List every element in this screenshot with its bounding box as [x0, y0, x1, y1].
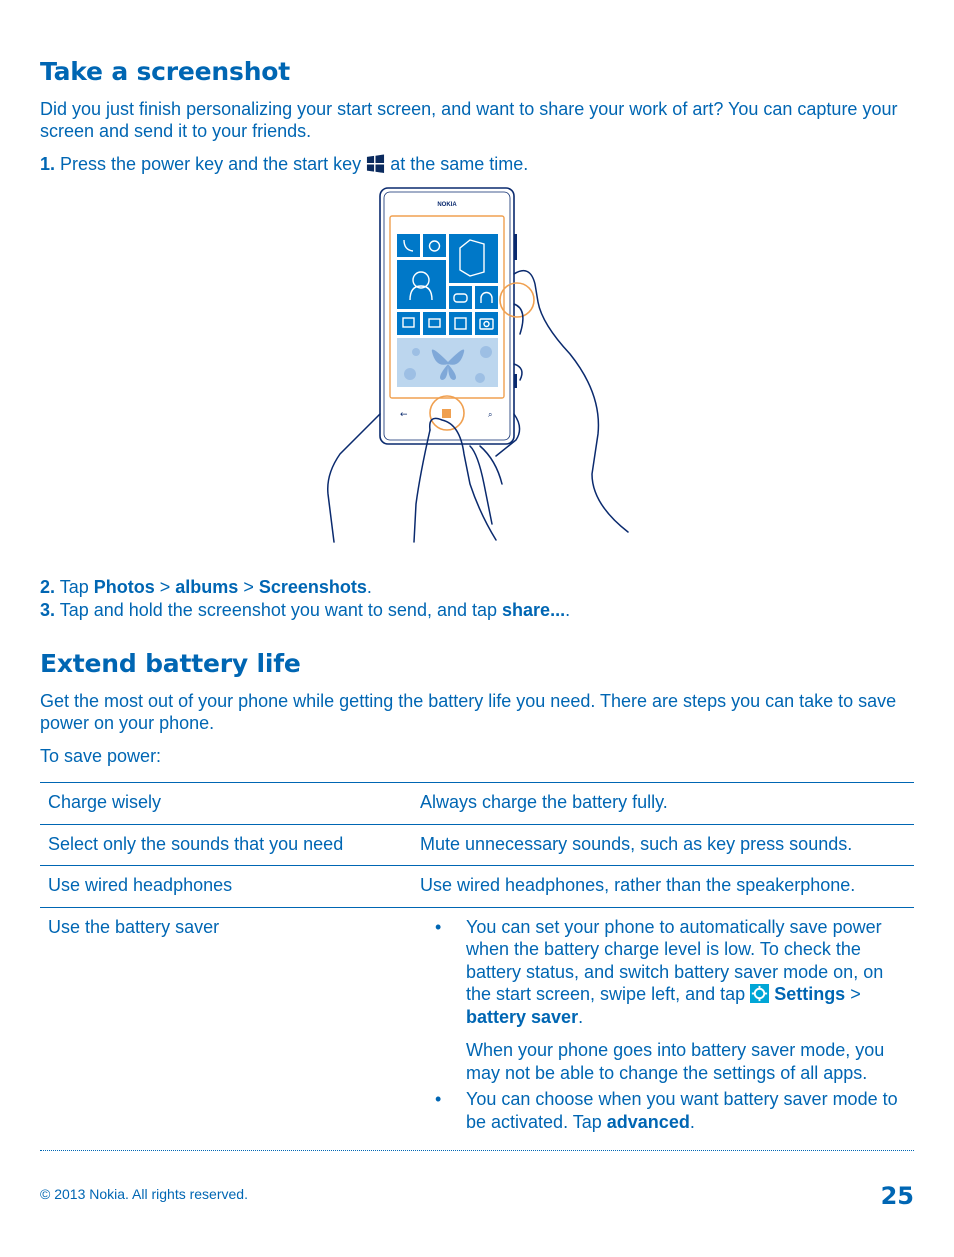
- share-link: share...: [502, 600, 566, 620]
- copyright: © 2013 Nokia. All rights reserved.: [40, 1186, 248, 1202]
- table-row: [40, 866, 914, 908]
- battery-saver-note: When your phone goes into battery saver mode, you may not be able to change the settings of all apps.: [466, 1040, 885, 1083]
- power-tips-table: [40, 782, 914, 1143]
- separator: >: [159, 577, 171, 597]
- separator: >: [850, 984, 861, 1004]
- table-row: [40, 783, 914, 825]
- tip-text: Mute unnecessary sounds, such as key press sounds.: [420, 833, 853, 854]
- step-1: [40, 153, 920, 175]
- footer-divider: [40, 1150, 914, 1151]
- page-number: 25: [880, 1182, 914, 1210]
- step-text-end: at the same time.: [390, 154, 529, 174]
- tip-label: Select only the sounds that you need: [48, 833, 344, 854]
- bullet-text: You can choose when you want battery saver mode to be activated. Tap: [466, 1089, 898, 1132]
- battery-saver-link: battery saver: [466, 1006, 579, 1027]
- phone-brand: NOKIA: [437, 202, 457, 208]
- period: .: [578, 1006, 584, 1027]
- step-text: Tap and hold the screenshot you want to send, and tap: [59, 600, 498, 620]
- tip-text: Always charge the battery fully.: [420, 792, 668, 812]
- section-title-battery: Extend battery life: [40, 649, 301, 678]
- bullet: •: [435, 916, 442, 937]
- svg-text:←: ←: [400, 410, 408, 420]
- battery-saver-list: [435, 916, 906, 1134]
- battery-lead: To save power:: [40, 746, 162, 766]
- section-title-screenshot: Take a screenshot: [40, 57, 291, 86]
- step-2: [40, 576, 920, 598]
- screenshots-link: Screenshots: [258, 577, 367, 597]
- screenshot-intro: Did you just finish personalizing your start screen, and want to share your work of art? You can capture your screen and send it to your friends.: [40, 99, 898, 141]
- settings-gear-icon: [750, 984, 769, 1003]
- period: .: [366, 577, 372, 597]
- tip-label: Use wired headphones: [48, 875, 233, 895]
- list-item: [435, 916, 906, 1085]
- step-3: [40, 599, 920, 621]
- advanced-link: advanced: [606, 1111, 690, 1132]
- step-number: 1.: [40, 154, 56, 174]
- tip-text: Use wired headphones, rather than the speakerphone.: [420, 875, 856, 895]
- step-number: 2.: [40, 577, 56, 597]
- step-number: 3.: [40, 600, 56, 620]
- settings-link: Settings: [774, 984, 846, 1004]
- tip-text: [412, 907, 914, 1143]
- bullet: •: [435, 1089, 442, 1109]
- windows-start-icon: [366, 154, 385, 173]
- bullet-text: You can set your phone to automatically save power when the battery charge level is low. To check the battery status, and switch battery saver mode on, on the start screen, swipe left, and tap: [466, 916, 884, 1004]
- phone-screenshot-illustration: [320, 184, 640, 546]
- tip-label: Charge wisely: [48, 792, 162, 812]
- photos-link: Photos: [93, 577, 155, 597]
- list-item: [435, 1088, 906, 1133]
- period: .: [689, 1111, 695, 1132]
- table-row: [40, 907, 914, 1143]
- table-row: [40, 824, 914, 866]
- tip-label: Use the battery saver: [48, 916, 220, 937]
- separator: >: [243, 577, 254, 597]
- step-text: Tap: [59, 577, 89, 597]
- step-text: Press the power key and the start key: [60, 154, 362, 174]
- svg-text:⌕: ⌕: [488, 410, 493, 419]
- period: .: [565, 600, 571, 620]
- albums-link: albums: [175, 577, 239, 597]
- battery-intro: Get the most out of your phone while getting the battery life you need. There are steps you can take to save power on your phone.: [40, 691, 897, 733]
